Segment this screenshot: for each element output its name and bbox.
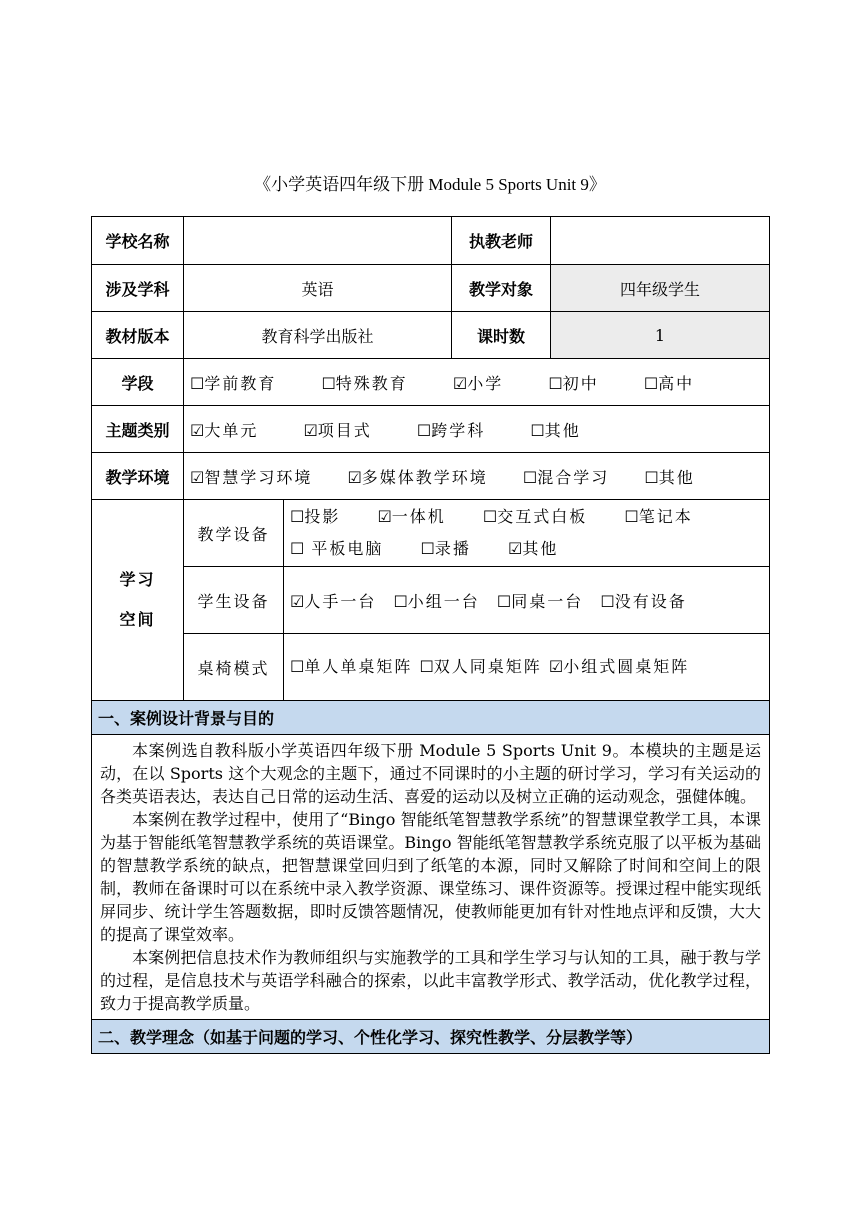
checkbox-icon[interactable]: ☐ [643, 373, 659, 393]
student-device-options [284, 567, 770, 634]
target-value[interactable]: 四年级学生 [551, 265, 770, 312]
checkbox-icon[interactable]: ☐ [393, 591, 408, 611]
checkbox-icon[interactable]: ☑ [290, 591, 305, 611]
teach-option[interactable] [624, 501, 692, 533]
desk-option[interactable] [290, 657, 412, 676]
edition-value[interactable]: 教育科学出版社 [184, 312, 452, 359]
row-subject [92, 265, 770, 312]
lesson-info-table [91, 216, 770, 1054]
env-options [184, 453, 770, 500]
checkbox-icon[interactable]: ☐ [321, 373, 336, 393]
section1-body [92, 735, 770, 1020]
option-label: 交互式白板 [497, 507, 588, 526]
option-label: 智慧学习环境 [204, 467, 313, 487]
row-section1-body [92, 735, 770, 1020]
section2-heading: 二、教学理念（如基于问题的学习、个性化学习、探究性教学、分层教学等） [92, 1020, 770, 1054]
stage-option[interactable] [644, 371, 694, 394]
option-label: 平板电脑 [304, 539, 384, 558]
desk-mode-options [284, 634, 770, 701]
option-label: 录播 [434, 539, 471, 558]
checkbox-icon[interactable]: ☐ [482, 507, 498, 526]
student-option[interactable] [600, 589, 686, 612]
student-device-label: 学生设备 [184, 567, 284, 634]
theme-options [184, 406, 770, 453]
checkbox-icon[interactable]: ☐ [530, 420, 545, 440]
option-label: 特殊教育 [335, 373, 408, 393]
learning-space-line1: 学习 [119, 570, 156, 589]
section1-heading: 一、案例设计背景与目的 [92, 701, 770, 735]
checkbox-icon[interactable]: ☐ [290, 507, 305, 526]
teach-option[interactable] [290, 533, 383, 565]
option-label: 大单元 [204, 420, 259, 440]
teach-device-label: 教学设备 [184, 500, 284, 567]
option-label: 初中 [562, 373, 599, 393]
option-label: 学前教育 [204, 373, 277, 393]
checkbox-icon[interactable]: ☐ [190, 373, 205, 393]
row-section1-heading [92, 701, 770, 735]
checkbox-icon[interactable]: ☐ [290, 657, 305, 676]
option-label: 跨学科 [431, 420, 486, 440]
env-option[interactable] [523, 465, 609, 488]
option-label: 笔记本 [638, 507, 693, 526]
teach-option[interactable] [421, 533, 471, 565]
desk-mode-label: 桌椅模式 [184, 634, 284, 701]
paragraph: 本案例选自教科版小学英语四年级下册 Module 5 Sports Unit 9。本模块的主题是运动，在以 Sports 这个大观念的主题下，通过不同课时的小主题的研讨学习，学习有关运动的各类英语表达，表达自己日常的运动生活、喜爱的运动以及树立正确的运动观念，强健体魄。 [100, 741, 761, 806]
subject-label: 涉及学科 [92, 265, 184, 312]
checkbox-icon[interactable]: ☐ [624, 507, 639, 526]
target-label: 教学对象 [452, 265, 551, 312]
student-option[interactable] [393, 589, 479, 612]
desk-option[interactable] [549, 657, 689, 676]
teach-option[interactable] [508, 533, 558, 565]
option-label: 同桌一台 [511, 591, 584, 611]
checkbox-icon[interactable]: ☑ [452, 373, 468, 393]
row-teach-device [92, 500, 770, 567]
stage-option[interactable] [321, 371, 407, 394]
teach-option[interactable] [483, 501, 587, 533]
checkbox-icon[interactable]: ☑ [190, 467, 205, 487]
env-option[interactable] [347, 465, 487, 488]
student-option[interactable] [497, 589, 583, 612]
option-label: 双人同桌矩阵 [433, 657, 542, 676]
row-theme [92, 406, 770, 453]
option-label: 投影 [304, 507, 341, 526]
teach-device-options [284, 500, 770, 567]
row-edition [92, 312, 770, 359]
stage-option[interactable] [453, 371, 503, 394]
checkbox-icon[interactable]: ☐ [522, 467, 538, 487]
checkbox-icon[interactable]: ☑ [548, 657, 564, 676]
school-label: 学校名称 [92, 217, 184, 265]
paragraph: 本案例在教学过程中，使用了“Bingo 智能纸笔智慧教学系统”的智慧课堂教学工具，本课为基于智能纸笔智慧教学系统的英语课堂。Bingo 智能纸笔智慧教学系统克服了以平板为基础的智慧教学系统的缺点，把智慧课堂回归到了纸笔的本源，同时又解除了时间和空间上的限制，教师在备课时可以在系统中录入教学资源、课堂练习、课件资源等。授课过程中能实现纸屏同步、统计学生答题数据，即时反馈答题情况，使教师能更加有针对性地点评和反馈，大大的提高了课堂效率。 [100, 810, 761, 944]
teacher-label: 执教老师 [452, 217, 551, 265]
row-stage [92, 359, 770, 406]
row-student-device [92, 567, 770, 634]
option-label: 没有设备 [614, 591, 687, 611]
option-label: 其他 [544, 420, 581, 440]
checkbox-icon[interactable]: ☐ [600, 591, 615, 611]
checkbox-icon[interactable]: ☑ [347, 467, 362, 487]
option-label: 小学 [467, 373, 504, 393]
stage-options [184, 359, 770, 406]
option-label: 高中 [658, 373, 695, 393]
checkbox-icon[interactable]: ☑ [507, 539, 523, 558]
checkbox-icon[interactable]: ☐ [290, 539, 305, 558]
option-label: 一体机 [391, 507, 446, 526]
theme-option[interactable] [417, 418, 485, 441]
stage-option[interactable] [548, 371, 598, 394]
subject-value[interactable]: 英语 [184, 265, 452, 312]
option-label: 小组一台 [407, 591, 480, 611]
checkbox-icon[interactable]: ☑ [190, 420, 205, 440]
stage-option[interactable] [190, 371, 276, 394]
theme-option[interactable] [530, 418, 580, 441]
option-label: 混合学习 [537, 467, 610, 487]
document-title: 《小学英语四年级下册 Module 5 Sports Unit 9》 [254, 175, 606, 194]
checkbox-icon[interactable]: ☐ [496, 591, 512, 611]
teach-option[interactable] [377, 501, 445, 533]
option-label: 项目式 [317, 420, 372, 440]
checkbox-icon[interactable]: ☐ [644, 467, 659, 487]
edition-label: 教材版本 [92, 312, 184, 359]
theme-option[interactable] [303, 418, 371, 441]
teacher-value[interactable] [551, 217, 770, 265]
school-value[interactable] [184, 217, 452, 265]
checkbox-icon[interactable]: ☑ [303, 420, 318, 440]
student-option[interactable] [290, 589, 376, 612]
env-label: 教学环境 [92, 453, 184, 500]
learning-space-label [92, 500, 184, 701]
env-option[interactable] [644, 465, 694, 488]
hours-label: 课时数 [452, 312, 551, 359]
teach-option[interactable] [290, 501, 340, 533]
option-label: 多媒体教学环境 [361, 467, 488, 487]
checkbox-icon[interactable]: ☐ [416, 420, 432, 440]
checkbox-icon[interactable]: ☐ [420, 539, 435, 558]
row-env [92, 453, 770, 500]
row-desk-mode [92, 634, 770, 701]
option-label: 人手一台 [304, 591, 377, 611]
learning-space-line2: 空间 [119, 610, 156, 629]
theme-label: 主题类别 [92, 406, 184, 453]
stage-label: 学段 [92, 359, 184, 406]
checkbox-icon[interactable]: ☑ [377, 507, 392, 526]
option-label: 其他 [522, 539, 559, 558]
option-label: 小组式圆桌矩阵 [563, 657, 690, 676]
checkbox-icon[interactable]: ☐ [419, 657, 434, 676]
option-label: 其他 [658, 467, 695, 487]
option-label: 单人单桌矩阵 [304, 657, 413, 676]
hours-value[interactable]: 1 [551, 312, 770, 359]
paragraph: 本案例把信息技术作为教师组织与实施教学的工具和学生学习与认知的工具，融于教与学的过程，是信息技术与英语学科融合的探索，以此丰富教学形式、教学活动，优化教学过程，致力于提高教学质量。 [100, 948, 761, 1013]
row-section2-heading [92, 1020, 770, 1054]
desk-option[interactable] [419, 657, 541, 676]
theme-option[interactable] [190, 418, 258, 441]
checkbox-icon[interactable]: ☐ [548, 373, 563, 393]
row-school [92, 217, 770, 265]
env-option[interactable] [190, 465, 312, 488]
